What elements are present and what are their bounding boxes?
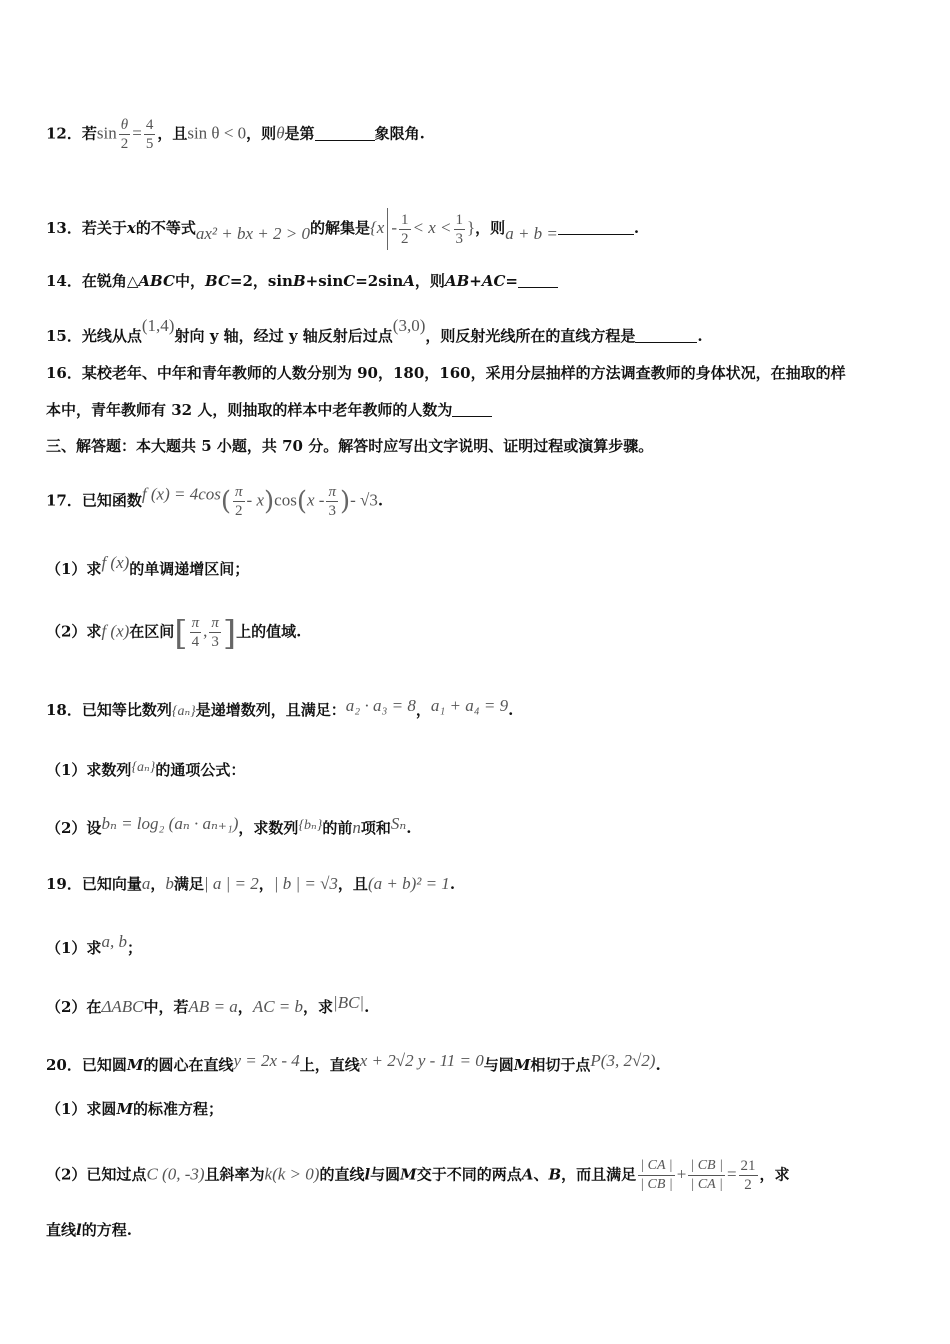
q19-number: 19．: [46, 875, 82, 893]
q17-fraction-pi-4: $\frac{\pi}{4}$: [191, 615, 200, 650]
answer-blank: [518, 287, 558, 288]
question-15: 15．光线从点(1,4)射向 y 轴，经过 y 轴反射后过点(3,0)，则反射光线所在的直线方程是 .: [46, 316, 703, 345]
q12-fraction-theta-2: $\frac{\theta}{2}$: [120, 117, 129, 152]
question-20: 20．已知圆M的圆心在直线y = 2x - 4上，直线x + 2√2 y - 11 = 0与圆M相切于点P(3, 2√2).: [46, 1051, 661, 1074]
q13-fraction-1-3: $\frac{1}{3}$: [455, 211, 463, 247]
question-20-part-1: （1）求圆M的标准方程；: [46, 1100, 224, 1118]
q13-number: 13．: [46, 219, 82, 237]
question-12: 12．若sin $\frac{\theta}{2}$ = $\frac{4}{5}$ ，且sin θ < 0，则θ是第 象限角.: [46, 117, 425, 152]
question-19-part-2: （2）在ΔABC中，若AB = a，AC = b，求|BC|.: [46, 993, 370, 1016]
answer-blank: [315, 140, 375, 141]
q12-fraction-4-5: $\frac{4}{5}$: [145, 117, 154, 152]
answer-blank: [635, 342, 697, 343]
q17-fraction-pi-2: $\frac{\pi}{2}$: [235, 484, 243, 519]
q13-fraction-1-2: $\frac{1}{2}$: [401, 211, 409, 247]
q20-fraction-21-2: $\frac{21}{2}$: [740, 1158, 756, 1193]
q20-number: 20．: [46, 1056, 82, 1074]
question-17-part-2: （2）求f (x)在区间[ $\frac{\pi}{4}$ , $\frac{\pi}{3}$ ]上的值域.: [46, 613, 302, 654]
section-heading-3: 三、解答题：本大题共 5 小题，共 70 分。解答时应写出文字说明、证明过程或演算步骤。: [46, 437, 654, 455]
answer-blank: [452, 416, 492, 417]
q18-number: 18．: [46, 701, 82, 719]
question-20-part-2: （2）已知过点C (0, -3)且斜率为k(k > 0)的直线l与圆M交于不同的两点A、B，而且满足 $\frac{| CA |}{| CB |}$ + $\frac{| CB |}{| CA |}$ = $\frac{21}{2}$ ，求: [46, 1158, 790, 1193]
question-20-part-2-cont: 直线l的方程.: [46, 1221, 132, 1239]
q17-fraction-pi-3b: $\frac{\pi}{3}$: [211, 615, 219, 650]
question-16-line-2: 本中，青年教师有 32 人，则抽取的样本中老年教师的人数为: [46, 400, 904, 420]
question-16-line-1: 16．某校老年、中年和青年教师的人数分别为 90，180，160，采用分层抽样的方法调查教师的身体状况，在抽取的样: [46, 364, 846, 382]
q14-number: 14．: [46, 272, 82, 290]
q12-number: 12．: [46, 124, 82, 143]
q15-number: 15．: [46, 327, 82, 345]
question-18: 18．已知等比数列{aₙ}是递增数列，且满足：a₂ · a₃ = 8，a₁ + a₄ = 9.: [46, 696, 514, 719]
question-17: 17．已知函数f (x) = 4cos( $\frac{\pi}{2}$ - x)cos(x - $\frac{\pi}{3}$ )- √3.: [46, 484, 384, 519]
q17-fraction-pi-3: $\frac{\pi}{3}$: [328, 484, 336, 519]
question-18-part-1: （1）求数列{aₙ}的通项公式：: [46, 760, 246, 779]
question-19: 19．已知向量a，b满足| a | = 2，| b | = √3，且(a + b)² = 1.: [46, 874, 456, 893]
question-14: 14．在锐角△ABC中，BC=2，sinB+sinC=2sinA，则AB+AC=: [46, 271, 904, 291]
question-18-part-2: （2）设bₙ = log₂ (aₙ · aₙ₊₁)，求数列{bₙ}的前n项和Sₙ.: [46, 814, 412, 837]
question-19-part-1: （1）求a, b；: [46, 932, 142, 957]
question-17-part-1: （1）求f (x)的单调递增区间；: [46, 553, 250, 578]
set-divider: [387, 208, 388, 250]
answer-blank: [558, 234, 634, 235]
q17-number: 17．: [46, 491, 82, 510]
question-13: 13．若关于x的不等式ax² + bx + 2 > 0的解集是{x - $\frac{1}{2}$ < x < $\frac{1}{3}$ }，则a + b = .: [46, 208, 904, 250]
q20-fraction-cb-ca: $\frac{| CB |}{| CA |}$: [690, 1158, 723, 1192]
q20-fraction-ca-cb: $\frac{| CA |}{| CB |}$: [640, 1158, 673, 1192]
